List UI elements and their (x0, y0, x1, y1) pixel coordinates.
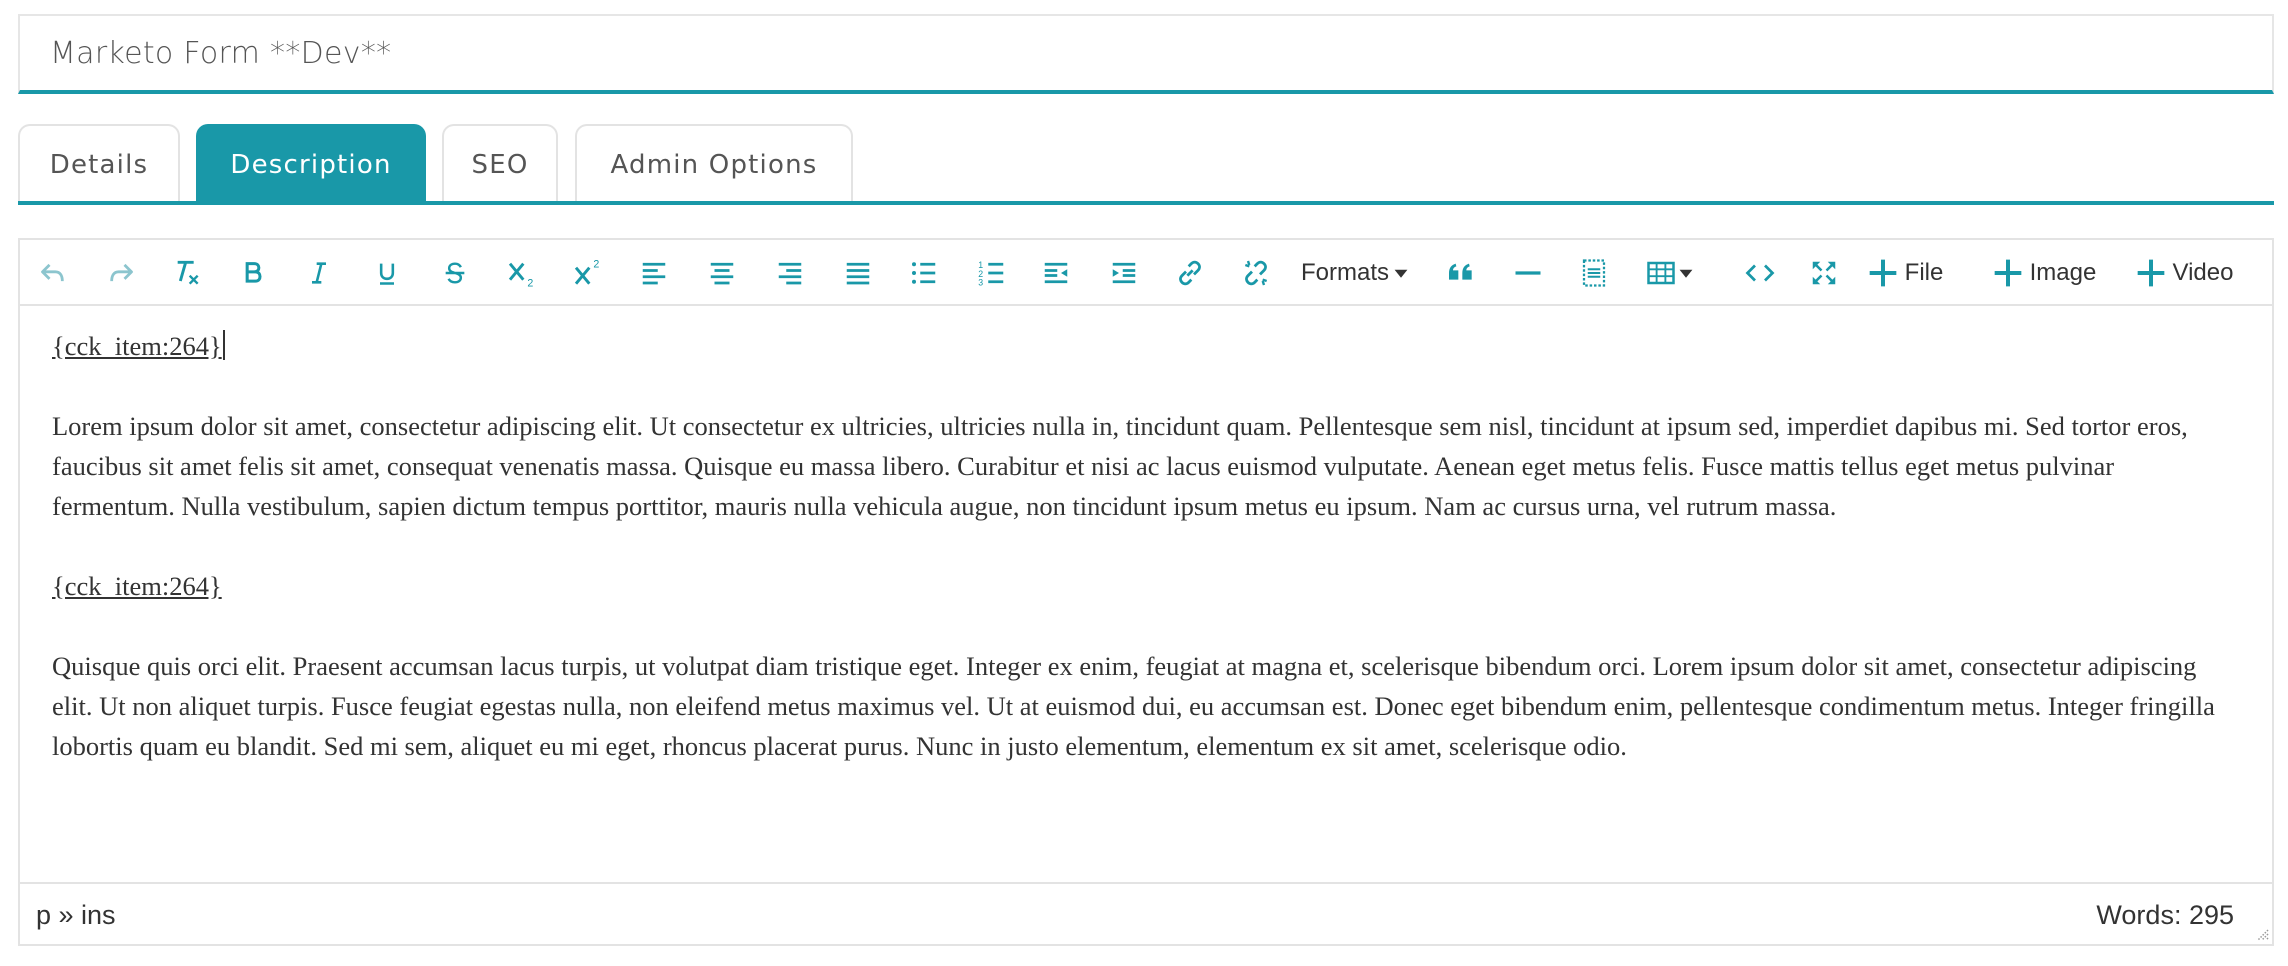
caret-down-icon (1678, 265, 1694, 281)
insert-link-button[interactable] (1170, 252, 1210, 294)
redo-icon (107, 259, 135, 287)
table-icon (1646, 258, 1676, 288)
tab-description[interactable] (196, 124, 426, 204)
page-break-icon (1579, 258, 1609, 288)
underline-icon (373, 259, 401, 287)
numbered-list-button[interactable] (972, 252, 1012, 294)
bullet-list-button[interactable] (904, 252, 944, 294)
content-paragraph: Lorem ipsum dolor sit amet, consectetur adipiscing elit. Ut consectetur ex ultricies, ultricies nulla in, tincidunt quam. Pellentesque sem nisl, tincidunt at ipsum sed, imperdiet dapibus mi. Sed tortor eros, faucibus sit amet felis sit amet, consequat venenatis massa. Quisque eu massa libero. Curabitur et nisi ac lacus euismod vulputate. Aenean eget metus felis. Fusce mattis tellus eget metus pulvinar fermentum. Nulla vestibulum, sapien dictum tempus porttitor, mauris nulla vehicula augue, non tincidunt ipsum metus eu ipsum. Nam ac cursus urna, vel rutrum massa. (52, 411, 2188, 521)
align-left-icon (639, 258, 669, 288)
text-cursor (223, 330, 225, 360)
tab-seo[interactable] (442, 124, 558, 204)
underline-button[interactable] (368, 252, 406, 294)
justify-button[interactable] (838, 252, 878, 294)
numbered-list-icon (977, 258, 1007, 288)
add-file-button[interactable] (1850, 252, 1960, 294)
tab-admin-options[interactable] (575, 124, 853, 204)
tab-label: Description (230, 150, 392, 180)
caret-down-icon (1393, 265, 1409, 281)
plus-icon (1992, 257, 2024, 289)
add-video-label: Video (2172, 259, 2234, 286)
justify-icon (843, 258, 873, 288)
tab-bar (18, 124, 2274, 204)
content-paragraph (52, 326, 2240, 366)
page-break-button[interactable] (1574, 252, 1614, 294)
tab-label: Admin Options (610, 150, 818, 180)
element-path[interactable]: p » ins (36, 900, 116, 930)
editor-content-area[interactable] (20, 306, 2272, 882)
code-icon (1745, 258, 1775, 288)
svg-text:1: 1 (978, 260, 984, 270)
source-code-button[interactable] (1740, 252, 1780, 294)
superscript-icon (572, 257, 604, 289)
bullet-list-icon (909, 258, 939, 288)
fullscreen-button[interactable] (1804, 252, 1844, 294)
word-count: Words: 295 (2096, 900, 2234, 930)
svg-text:3: 3 (978, 277, 984, 288)
blockquote-button[interactable] (1442, 252, 1480, 294)
title-field-container (18, 14, 2274, 94)
italic-icon (305, 259, 333, 287)
plus-icon (1867, 257, 1899, 289)
link-icon (1174, 257, 1206, 289)
add-image-button[interactable] (1978, 252, 2110, 294)
svg-text:2: 2 (978, 268, 984, 279)
strikethrough-button[interactable] (436, 252, 474, 294)
align-left-button[interactable] (634, 252, 674, 294)
outdent-button[interactable] (1036, 252, 1076, 294)
subscript-icon (506, 257, 538, 289)
align-right-button[interactable] (770, 252, 810, 294)
horizontal-rule-button[interactable] (1508, 252, 1548, 294)
clear-formatting-button[interactable] (168, 252, 206, 294)
tab-underline (18, 201, 2274, 205)
tab-details[interactable] (18, 124, 180, 204)
add-video-button[interactable] (2120, 252, 2248, 294)
tab-label: SEO (471, 150, 529, 180)
shortcode-link: {cck_item:264} (52, 571, 222, 601)
undo-icon (39, 259, 67, 287)
title-input[interactable] (20, 16, 2272, 90)
bold-icon (239, 259, 267, 287)
resize-handle-icon[interactable] (2254, 926, 2270, 942)
rich-text-editor (18, 238, 2274, 946)
fullscreen-icon (1809, 258, 1839, 288)
remove-link-button[interactable] (1236, 252, 1276, 294)
editor-toolbar (20, 240, 2272, 306)
content-paragraph: Quisque quis orci elit. Praesent accumsan lacus turpis, ut volutpat diam tristique eget. Integer ex enim, feugiat at magna et, scelerisque bibendum orci. Lorem ipsum dolor sit amet, consectetur adipiscing elit. Ut non aliquet turpis. Fusce feugiat egestas nulla, non eleifend metus maximus vel. Ut at euismod dui, eu accumsan est. Donec eget bibendum enim, pellentesque condimentum metus. Integer fringilla lobortis quam eu blandit. Sed mi sem, aliquet eu mi eget, rhoncus placerat purus. Nunc in justo elementum, elementum ex sit amet, scelerisque odio. (52, 651, 2215, 761)
align-center-icon (707, 258, 737, 288)
shortcode-link: {cck_item:264} (52, 331, 222, 361)
subscript-button[interactable] (502, 252, 542, 294)
indent-button[interactable] (1104, 252, 1144, 294)
undo-button[interactable] (34, 252, 72, 294)
plus-icon (2135, 257, 2167, 289)
editor-statusbar (20, 882, 2272, 944)
svg-text:2: 2 (527, 277, 534, 289)
superscript-button[interactable] (568, 252, 608, 294)
svg-text:2: 2 (593, 258, 600, 271)
formats-label: Formats (1300, 259, 1389, 286)
unlink-icon (1240, 257, 1272, 289)
table-dropdown[interactable] (1640, 252, 1700, 294)
quote-icon (1445, 257, 1477, 289)
indent-icon (1109, 258, 1139, 288)
bold-button[interactable] (234, 252, 272, 294)
strikethrough-icon (441, 259, 469, 287)
italic-button[interactable] (300, 252, 338, 294)
formats-dropdown[interactable] (1296, 252, 1414, 294)
redo-button[interactable] (102, 252, 140, 294)
tab-label: Details (49, 150, 149, 180)
add-file-label: File (1904, 259, 1944, 286)
outdent-icon (1041, 258, 1071, 288)
horizontal-line-icon (1513, 258, 1543, 288)
align-center-button[interactable] (702, 252, 742, 294)
content-paragraph (52, 566, 2240, 606)
add-image-label: Image (2029, 259, 2097, 286)
align-right-icon (775, 258, 805, 288)
clear-formatting-icon (171, 257, 203, 289)
